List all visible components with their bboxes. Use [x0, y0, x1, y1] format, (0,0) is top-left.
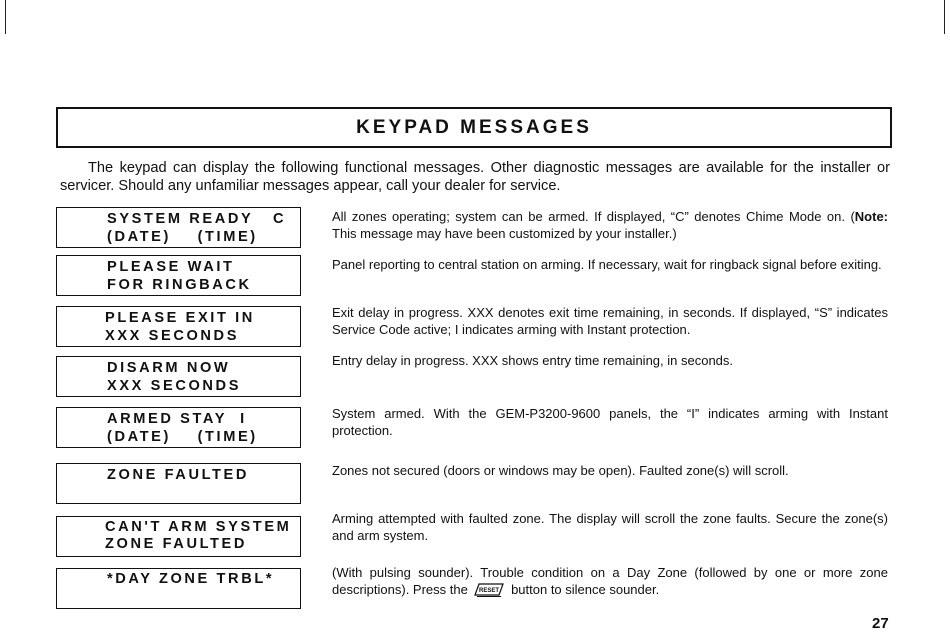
display-line-2: FOR RINGBACK — [107, 277, 252, 293]
note-label: Note: — [854, 209, 888, 224]
page-number: 27 — [872, 615, 889, 632]
keypad-display-armed-stay — [56, 407, 301, 448]
description-armed-stay: System armed. With the GEM-P3200-9600 panels, the “I” indicates arming with Instant protection. — [332, 406, 888, 438]
description-text-before: (With pulsing sounder). Trouble condition on a Day Zone (followed by one or more zone descriptions). Press the — [332, 565, 888, 597]
description-text: All zones operating; system can be armed. If displayed, “C” denotes Chime Mode on. ( — [332, 209, 855, 224]
reset-key-label: RESET — [479, 588, 500, 594]
display-line-1: PLEASE EXIT IN — [105, 310, 255, 326]
note-text: This message may have been customized by your installer.) — [332, 226, 677, 241]
reset-key-icon — [473, 581, 505, 598]
keypad-display-cant-arm — [56, 516, 301, 557]
page-title: KEYPAD MESSAGES — [356, 116, 592, 138]
keypad-display-please-exit — [56, 306, 301, 347]
display-line-1: DISARM NOW — [107, 360, 231, 376]
display-line-1: ZONE FAULTED — [107, 467, 249, 483]
title-box — [56, 107, 892, 148]
intro-paragraph: The keypad can display the following functional messages. Other diagnostic messages are available for the installer or servicer. Should any unfamiliar messages appear, call your dealer for service. — [60, 160, 890, 194]
crop-mark-left — [5, 0, 6, 34]
display-line-2: (DATE) (TIME) — [107, 429, 258, 445]
description-day-zone-trbl — [332, 564, 888, 598]
display-line-2: XXX SECONDS — [107, 378, 242, 394]
description-disarm-now: Entry delay in progress. XXX shows entry time remaining, in seconds. — [332, 353, 734, 368]
display-line-1: SYSTEM READY C — [107, 211, 287, 227]
description-text-after: button to silence sounder. — [507, 582, 660, 597]
crop-mark-right — [944, 0, 945, 34]
description-system-ready — [332, 208, 888, 242]
description-please-wait: Panel reporting to central station on arming. If necessary, wait for ringback signal before exiting. — [332, 257, 882, 272]
display-line-1: PLEASE WAIT — [107, 259, 235, 275]
keypad-display-system-ready — [56, 207, 301, 248]
description-please-exit: Exit delay in progress. XXX denotes exit time remaining, in seconds. If displayed, “S” indicates Service Code active; I indicates arming with Instant protection. — [332, 305, 888, 337]
keypad-display-zone-faulted — [56, 463, 301, 504]
display-line-1: ARMED STAY I — [107, 411, 247, 427]
description-cant-arm: Arming attempted with faulted zone. The display will scroll the zone faults. Secure the zone(s) and arm system. — [332, 511, 888, 543]
display-line-1: CAN'T ARM SYSTEM — [105, 519, 292, 535]
display-line-2: ZONE FAULTED — [105, 536, 247, 552]
display-line-1: *DAY ZONE TRBL* — [107, 571, 275, 587]
keypad-display-disarm-now — [56, 356, 301, 397]
keypad-display-day-zone-trbl — [56, 568, 301, 609]
display-line-2: XXX SECONDS — [105, 328, 240, 344]
display-line-2: (DATE) (TIME) — [107, 229, 258, 245]
keypad-display-please-wait — [56, 255, 301, 296]
description-zone-faulted: Zones not secured (doors or windows may be open). Faulted zone(s) will scroll. — [332, 463, 789, 478]
